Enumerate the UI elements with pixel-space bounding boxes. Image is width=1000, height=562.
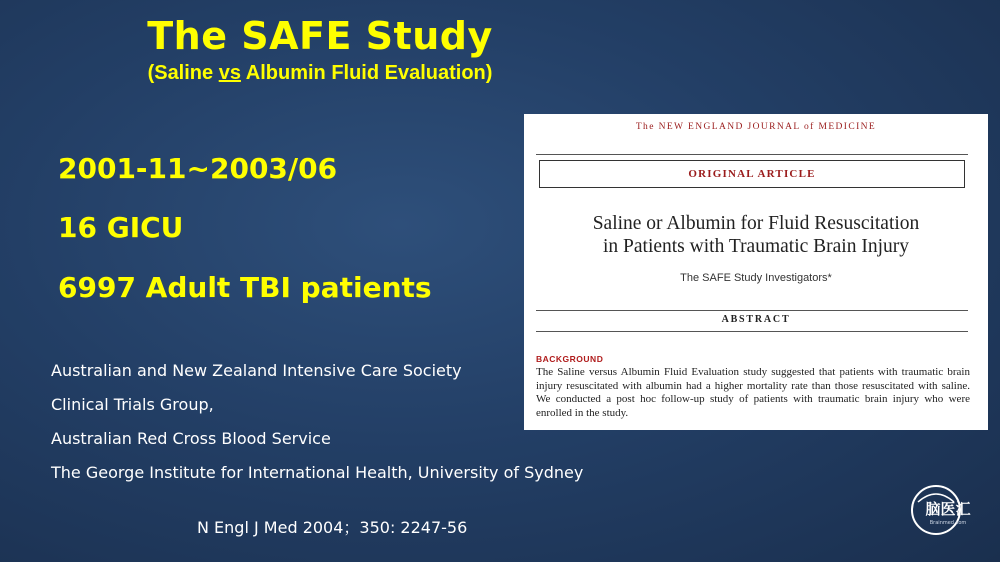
paper-title-line-2: in Patients with Traumatic Brain Injury: [602, 236, 910, 257]
fact-study-period: 2001-11~2003/06: [58, 152, 338, 185]
subtitle-open: (Saline: [147, 62, 219, 84]
subtitle-close: Albumin Fluid Evaluation): [240, 62, 493, 84]
journal-name: The NEW ENGLAND JOURNAL of MEDICINE: [635, 122, 877, 132]
slide-title: The SAFE Study: [147, 14, 493, 58]
paper-title: [524, 212, 988, 258]
organization-george-institute: The George Institute for International Health, University of Sydney: [51, 463, 584, 482]
abstract-heading: ABSTRACT: [721, 314, 791, 325]
logo-subtext: Brainmed.com: [929, 520, 967, 526]
background-text: The Saline versus Albumin Fluid Evaluation study suggested that patients with traumatic brain injury resuscitated with albumin had a higher mortality rate than those resuscitated with saline. We conducted a post hoc follow-up study of patients with traumatic brain injury who were enrolled in the study.: [536, 366, 970, 419]
divider: [536, 154, 968, 155]
subtitle-vs: vs: [218, 62, 241, 84]
divider: [536, 310, 968, 311]
fact-icu-count: 16 GICU: [58, 211, 184, 244]
paper-title-line-1: Saline or Albumin for Fluid Resuscitation: [592, 213, 920, 234]
citation: N Engl J Med 2004；350: 2247-56: [197, 518, 468, 537]
organization-red-cross: Australian Red Cross Blood Service: [51, 429, 331, 448]
slide-subtitle: [0, 62, 640, 85]
divider: [536, 331, 968, 332]
background-label: BACKGROUND: [536, 354, 604, 364]
paper-authors: The SAFE Study Investigators*: [680, 272, 832, 284]
brainmed-logo: [910, 482, 986, 538]
article-type-box: ORIGINAL ARTICLE: [539, 160, 965, 188]
logo-text: 脑医汇: [925, 500, 971, 518]
organization-anzics: Australian and New Zealand Intensive Care Society: [51, 361, 462, 380]
fact-patient-count: 6997 Adult TBI patients: [58, 271, 432, 304]
organization-ctg: Clinical Trials Group,: [51, 395, 214, 414]
paper-screenshot: [524, 114, 988, 430]
